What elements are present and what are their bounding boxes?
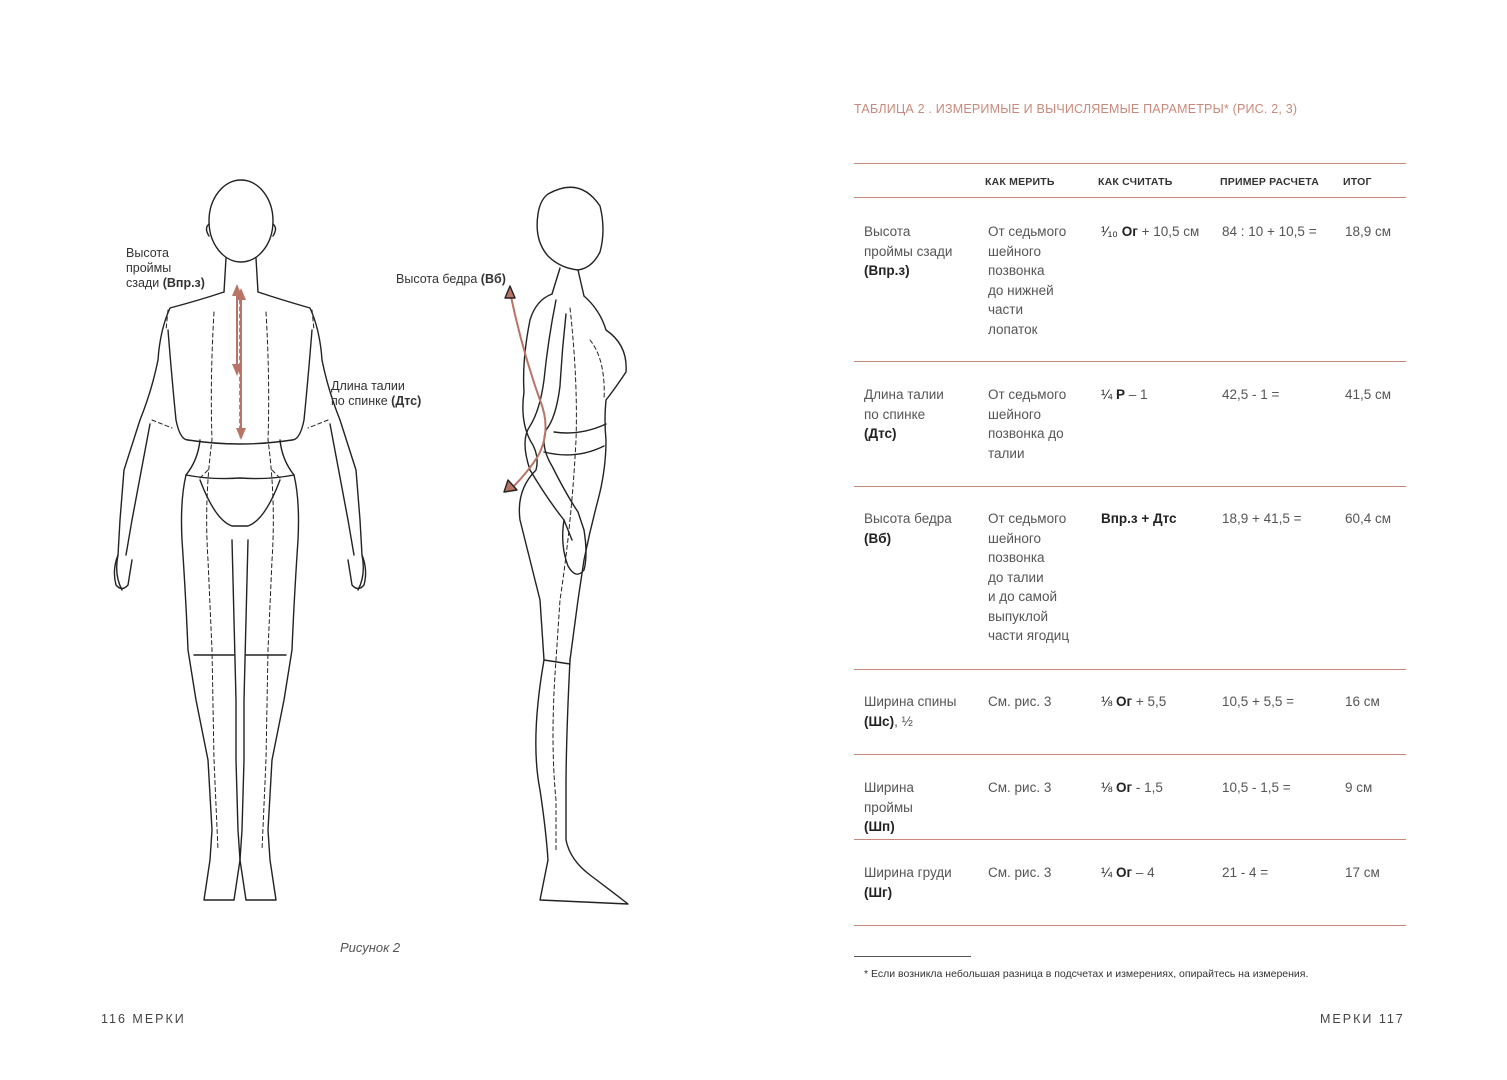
- row-example: 18,9 + 41,5 =: [1222, 511, 1302, 526]
- row-param: [864, 222, 952, 281]
- row-how-calc: [1101, 222, 1199, 242]
- label-vprz-line2: проймы: [126, 261, 172, 275]
- row-rule: [854, 754, 1406, 755]
- row-how-calc: [1101, 509, 1177, 529]
- param-line: Длина талии: [864, 387, 944, 402]
- calc-fraction: ¼: [1101, 387, 1113, 402]
- measure-line: талии: [988, 445, 1025, 461]
- row-param: [864, 385, 944, 444]
- measure-line: См. рис. 3: [988, 780, 1052, 795]
- row-how-measure: [988, 385, 1066, 463]
- right-folio: МЕРКИ 117: [1320, 1012, 1405, 1026]
- measure-line: части: [988, 302, 1024, 317]
- param-line: Ширина груди: [864, 865, 952, 880]
- row-rule: [854, 361, 1406, 362]
- label-vb: [396, 272, 506, 287]
- row-how-measure: [988, 778, 1051, 798]
- label-vprz-line1: Высота: [126, 246, 169, 260]
- row-how-calc: [1101, 778, 1163, 798]
- calc-bold: Ог: [1121, 224, 1138, 239]
- row-how-calc: [1101, 692, 1166, 712]
- param-line: Высота: [864, 224, 911, 239]
- measure-line: и до самой: [988, 589, 1058, 604]
- header-how-calc: КАК СЧИТАТЬ: [1098, 176, 1173, 188]
- calc-fraction: ⅛: [1101, 694, 1113, 709]
- measure-line: позвонка до: [988, 426, 1064, 441]
- calc-fraction: ⅛: [1101, 780, 1113, 795]
- calc-rest: – 4: [1132, 865, 1155, 880]
- header-rule: [854, 197, 1406, 198]
- row-param: [864, 778, 914, 837]
- param-suffix: , ½: [894, 713, 913, 729]
- left-page: [0, 0, 753, 1080]
- row-example: 42,5 - 1 =: [1222, 387, 1280, 402]
- label-vb-abbr: (Вб): [480, 272, 506, 286]
- footnote-rule: [854, 956, 971, 957]
- row-result: 9 см: [1345, 780, 1373, 795]
- measure-line: части ягодиц: [988, 628, 1070, 643]
- param-line: по спинке: [864, 406, 926, 422]
- figure-illustration: [0, 0, 753, 1080]
- calc-rest: - 1,5: [1132, 780, 1163, 795]
- measure-line: шейного: [988, 406, 1041, 422]
- calc-bold: Ог: [1116, 694, 1133, 709]
- footnote: * Если возникла небольшая разница в подсчетах и измерениях, опирайтесь на измерения.: [864, 968, 1309, 980]
- table-title: ТАБЛИЦА 2 . ИЗМЕРИМЫЕ И ВЫЧИСЛЯЕМЫЕ ПАРАМЕТРЫ* (РИС. 2, 3): [854, 102, 1298, 116]
- param-abbr: (Впр.з): [864, 263, 910, 278]
- row-how-measure: [988, 222, 1066, 339]
- calc-fraction: ¼: [1101, 865, 1113, 880]
- label-vb-text: Высота бедра: [396, 272, 478, 286]
- row-example: 10,5 - 1,5 =: [1222, 780, 1291, 795]
- param-line: проймы: [864, 799, 913, 815]
- row-result: 41,5 см: [1345, 387, 1392, 402]
- measure-line: до нижней: [988, 282, 1054, 298]
- calc-rest: – 1: [1125, 387, 1148, 402]
- row-result: 18,9 см: [1345, 224, 1392, 239]
- calc-bold: Р: [1116, 387, 1126, 402]
- measure-line: до талии: [988, 569, 1044, 585]
- label-dts-line1: Длина талии: [331, 379, 405, 393]
- label-dts: [331, 379, 421, 409]
- row-rule: [854, 839, 1406, 840]
- row-param: [864, 863, 952, 902]
- param-line: Ширина: [864, 780, 914, 795]
- row-rule: [854, 669, 1406, 670]
- param-abbr: (Шп): [864, 819, 895, 834]
- header-result: ИТОГ: [1343, 176, 1372, 188]
- measure-line: От седьмого: [988, 511, 1067, 526]
- measure-line: См. рис. 3: [988, 865, 1052, 880]
- label-dts-abbr: (Дтс): [391, 394, 422, 408]
- label-vprz-abbr: (Впр.з): [162, 276, 205, 290]
- calc-bold: Ог: [1116, 780, 1133, 795]
- measure-line: От седьмого: [988, 224, 1067, 239]
- row-result: 16 см: [1345, 694, 1380, 709]
- label-vprz-line3: сзади: [126, 276, 160, 290]
- row-example: 10,5 + 5,5 =: [1222, 694, 1295, 709]
- param-line: Ширина спины: [864, 694, 957, 709]
- row-how-measure: [988, 692, 1051, 712]
- header-example: ПРИМЕР РАСЧЕТА: [1220, 176, 1320, 188]
- measure-line: См. рис. 3: [988, 694, 1052, 709]
- calc-rest: + 10,5 см: [1137, 224, 1200, 239]
- table-top-rule: [854, 163, 1406, 164]
- measure-line: позвонка: [988, 263, 1045, 278]
- row-param: [864, 509, 952, 548]
- calc-bold: Ог: [1116, 865, 1133, 880]
- left-folio: 116 МЕРКИ: [101, 1012, 186, 1026]
- measure-line: шейного: [988, 530, 1041, 546]
- row-example: 21 - 4 =: [1222, 865, 1269, 880]
- measure-line: позвонка: [988, 550, 1045, 565]
- label-dts-line2: по спинке: [331, 394, 388, 408]
- param-abbr: (Вб): [864, 530, 892, 546]
- row-result: 60,4 см: [1345, 511, 1392, 526]
- measure-line: лопаток: [988, 321, 1038, 337]
- row-example: 84 : 10 + 10,5 =: [1222, 224, 1317, 239]
- calc-bold: Впр.з + Дтс: [1101, 511, 1177, 526]
- row-rule: [854, 486, 1406, 487]
- row-how-measure: [988, 863, 1051, 883]
- param-line: Высота бедра: [864, 511, 952, 526]
- param-line: проймы сзади: [864, 243, 953, 259]
- row-param: [864, 692, 956, 731]
- label-vprz: [126, 246, 205, 291]
- right-page: [753, 0, 1507, 1080]
- header-how-measure: КАК МЕРИТЬ: [985, 176, 1055, 188]
- row-how-calc: [1101, 385, 1148, 405]
- param-abbr: (Шс): [864, 713, 895, 729]
- row-how-measure: [988, 509, 1069, 646]
- measure-line: От седьмого: [988, 387, 1067, 402]
- side-view-figure: [504, 187, 628, 904]
- row-how-calc: [1101, 863, 1155, 883]
- param-abbr: (Шг): [864, 884, 893, 900]
- calc-rest: + 5,5: [1132, 694, 1167, 709]
- param-abbr: (Дтс): [864, 426, 897, 441]
- measure-line: шейного: [988, 243, 1041, 259]
- figure-caption: Рисунок 2: [340, 940, 401, 955]
- measure-line: выпуклой: [988, 608, 1049, 624]
- row-result: 17 см: [1345, 865, 1380, 880]
- row-rule: [854, 925, 1406, 926]
- calc-fraction: ¹⁄₁₀: [1101, 224, 1118, 239]
